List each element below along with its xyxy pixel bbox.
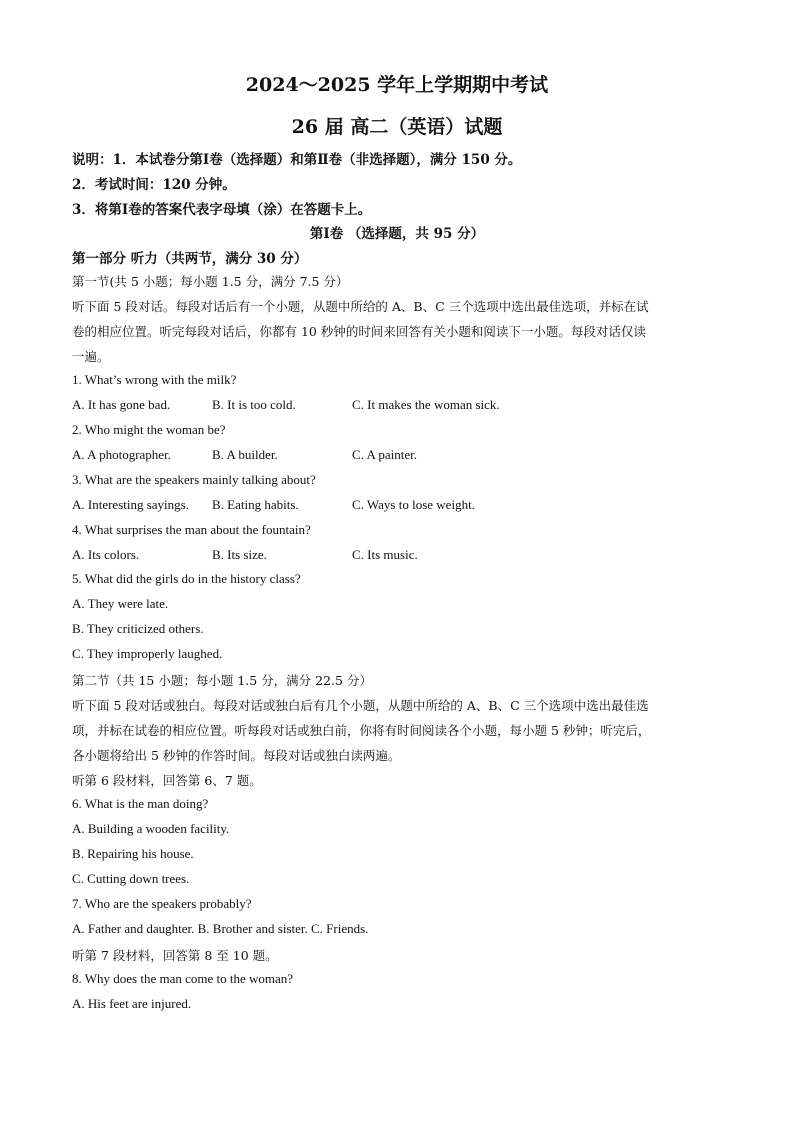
question-4-option-b: B. Its size. <box>212 547 267 562</box>
question-8-option-a: A. His feet are injured. <box>72 996 192 1011</box>
material-6-note: 听第 6 段材料，回答第 6、7 题。 <box>72 773 262 788</box>
question-2-option-b: B. A builder. <box>212 447 278 462</box>
question-2-option-a: A. A photographer. <box>72 447 171 462</box>
section-one-instruction-line: 一遍。 <box>72 349 110 364</box>
question-4-option-a: A. Its colors. <box>72 547 140 562</box>
question-5-option-c: C. They improperly laughed. <box>72 646 223 661</box>
part-one-heading: 第一部分 听力（共两节，满分 30 分） <box>72 251 308 267</box>
question-6-option-a: A. Building a wooden facility. <box>72 821 230 836</box>
question-1-option-b: B. It is too cold. <box>212 397 296 412</box>
question-4-stem: 4. What surprises the man about the fountain? <box>72 522 311 537</box>
question-1-option-a: A. It has gone bad. <box>72 397 171 412</box>
question-1-stem: 1. What’s wrong with the milk? <box>72 372 237 387</box>
question-3-option-b: B. Eating habits. <box>212 497 299 512</box>
volume-heading: 第Ⅰ卷 （选择题，共 95 分） <box>309 226 485 242</box>
section-one-heading: 第一节(共 5 小题；每小题 1.5 分，满分 7.5 分） <box>72 274 349 289</box>
question-8-stem: 8. Why does the man come to the woman? <box>72 971 294 986</box>
question-7-options: A. Father and daughter. B. Brother and sister. C. Friends. <box>72 921 369 936</box>
question-2-stem: 2. Who might the woman be? <box>72 422 226 437</box>
question-1-option-c: C. It makes the woman sick. <box>352 397 500 412</box>
question-3-option-a: A. Interesting sayings. <box>72 497 189 512</box>
section-two-instruction-line: 听下面 5 段对话或独白。每段对话或独白后有几个小题，从题中所给的 A、B、C 三个选项中选出最佳选 <box>72 698 649 713</box>
question-5-option-b: B. They criticized others. <box>72 621 204 636</box>
question-3-option-c: C. Ways to lose weight. <box>352 497 475 512</box>
note-1: 说明：1．本试卷分第Ⅰ卷（选择题）和第Ⅱ卷（非选择题），满分 150 分。 <box>72 152 522 168</box>
question-6-option-b: B. Repairing his house. <box>72 846 194 861</box>
exam-subtitle: 26 届 高二（英语）试题 <box>291 116 503 138</box>
section-one-instruction-line: 卷的相应位置。听完每段对话后，你都有 10 秒钟的时间来回答有关小题和阅读下一小题。每段对话仅读 <box>72 324 646 339</box>
note-3: 3．将第Ⅰ卷的答案代表字母填（涂）在答题卡上。 <box>72 202 372 218</box>
question-3-stem: 3. What are the speakers mainly talking about? <box>72 472 316 487</box>
section-one-instruction-line: 听下面 5 段对话。每段对话后有一个小题，从题中所给的 A、B、C 三个选项中选出最佳选项，并标在试 <box>72 299 649 314</box>
section-two-heading: 第二节（共 15 小题；每小题 1.5 分，满分 22.5 分） <box>72 673 372 688</box>
section-two-instruction-line: 各小题将给出 5 秒钟的作答时间。每段对话或独白读两遍。 <box>72 748 401 763</box>
question-6-stem: 6. What is the man doing? <box>72 796 209 811</box>
question-5-option-a: A. They were late. <box>72 596 169 611</box>
note-2: 2．考试时间：120 分钟。 <box>72 177 236 193</box>
question-6-option-c: C. Cutting down trees. <box>72 871 190 886</box>
question-7-stem: 7. Who are the speakers probably? <box>72 896 252 911</box>
exam-title: 2024～2025 学年上学期期中考试 <box>245 74 549 96</box>
material-7-note: 听第 7 段材料，回答第 8 至 10 题。 <box>72 948 278 963</box>
question-2-option-c: C. A painter. <box>352 447 417 462</box>
question-4-option-c: C. Its music. <box>352 547 418 562</box>
question-5-stem: 5. What did the girls do in the history class? <box>72 571 301 586</box>
section-two-instruction-line: 项，并标在试卷的相应位置。听每段对话或独白前，你将有时间阅读各个小题，每小题 5 秒钟；听完后， <box>72 723 651 738</box>
